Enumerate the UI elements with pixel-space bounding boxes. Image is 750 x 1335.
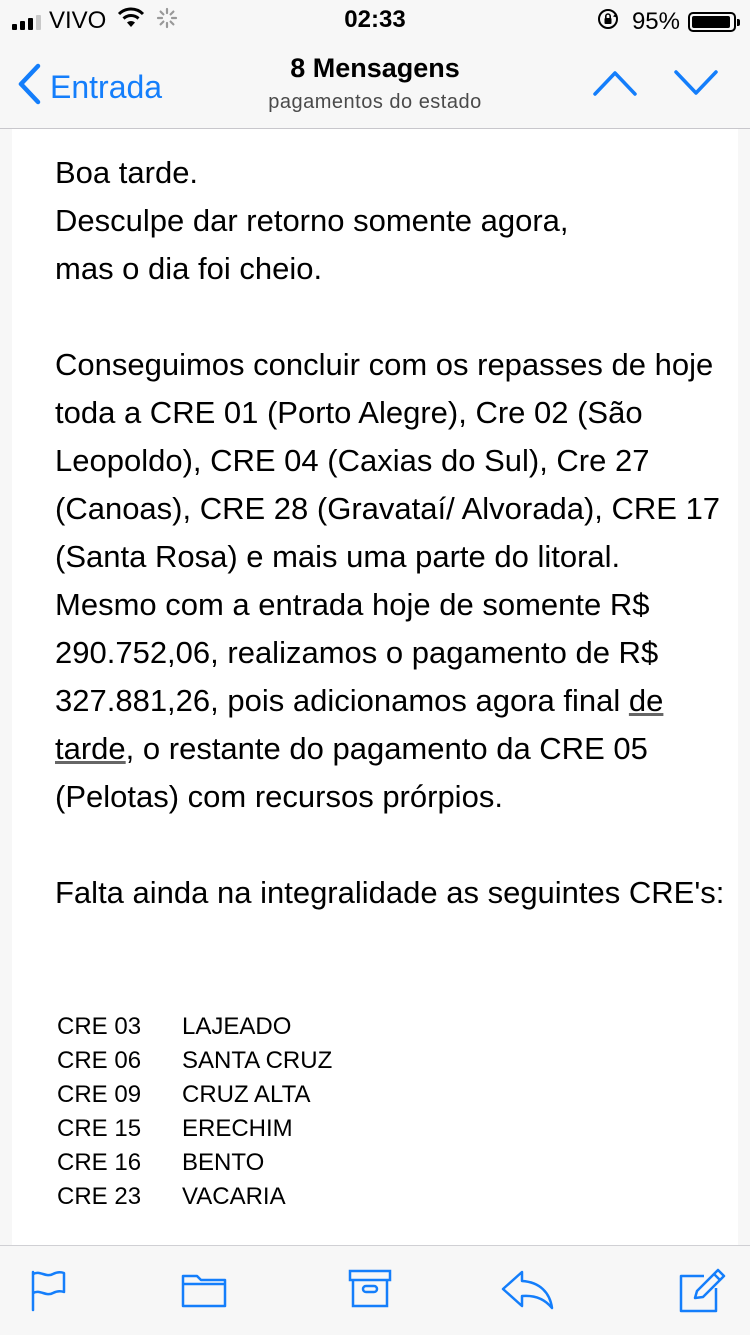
nav-bar — [0, 40, 750, 129]
message-body[interactable] — [12, 129, 738, 1245]
move-to-folder-button[interactable] — [181, 1268, 227, 1313]
cre-city: CRUZ ALTA — [182, 1081, 311, 1108]
chevron-down-icon — [673, 68, 719, 98]
message-text — [55, 149, 725, 917]
cre-code: CRE 09 — [57, 1081, 142, 1108]
page-title: 8 Mensagens — [290, 53, 460, 83]
status-bar — [0, 0, 750, 40]
folder-icon — [181, 1268, 227, 1308]
previous-message-button[interactable] — [592, 68, 638, 103]
list-item — [57, 1010, 332, 1044]
page-subtitle: pagamentos do estado — [268, 91, 482, 113]
cre-city: ERECHIM — [182, 1115, 293, 1142]
battery-percent: 95% — [631, 7, 680, 35]
underlined-text[interactable]: de tarde — [55, 683, 664, 766]
cre-list — [57, 1010, 332, 1214]
cre-code: CRE 15 — [57, 1115, 142, 1142]
status-time: 02:33 — [344, 6, 406, 33]
cre-code: CRE 16 — [57, 1149, 142, 1176]
greeting: Boa tarde. — [55, 155, 199, 190]
list-item — [57, 1180, 332, 1214]
back-label: Entrada — [50, 68, 163, 105]
battery-fill — [692, 16, 730, 28]
flag-button[interactable] — [28, 1268, 68, 1317]
list-item — [57, 1112, 332, 1146]
flag-icon — [28, 1268, 68, 1312]
chevron-up-icon — [592, 68, 638, 98]
paragraph-repasses — [55, 341, 725, 821]
intro-line-2: mas o dia foi cheio. — [55, 251, 323, 286]
paragraph-repasses-end: , o restante do pagamento da CRE 05 (Pelotas) com recursos prórpios. — [55, 731, 648, 814]
paragraph-pending: Falta ainda na integralidade as seguintes CRE's: — [55, 875, 725, 910]
list-item — [57, 1044, 332, 1078]
cre-code: CRE 03 — [57, 1013, 142, 1040]
cre-city: LAJEADO — [182, 1013, 292, 1040]
cre-city: BENTO — [182, 1149, 265, 1176]
rotation-lock-icon — [596, 7, 620, 36]
cre-city: VACARIA — [182, 1183, 286, 1210]
archive-button[interactable] — [348, 1268, 392, 1313]
compose-button[interactable] — [678, 1268, 726, 1319]
cre-code: CRE 23 — [57, 1183, 142, 1210]
compose-icon — [678, 1268, 726, 1314]
bottom-toolbar — [0, 1245, 750, 1335]
list-item — [57, 1146, 332, 1180]
status-right — [596, 7, 736, 36]
carrier-label: VIVO — [49, 6, 107, 34]
reply-button[interactable] — [500, 1268, 556, 1315]
cre-city: SANTA CRUZ — [182, 1047, 333, 1074]
archive-icon — [348, 1268, 392, 1308]
intro-line-1: Desculpe dar retorno somente agora, — [55, 203, 569, 238]
battery-icon — [688, 12, 736, 32]
next-message-button[interactable] — [673, 68, 719, 103]
reply-icon — [500, 1268, 556, 1310]
paragraph-repasses-text: Conseguimos concluir com os repasses de hoje toda a CRE 01 (Porto Alegre), Cre 02 (São Leopoldo), CRE 04 (Caxias do Sul), Cre 27 (Canoas), CRE 28 (Gravataí/ Alvorada), CRE 17 (Santa Rosa) e mais uma parte do litoral. Mesmo com a entrada hoje de somente R$ 290.752,06, realizamos o pagamento de R$ 327.881,26, pois adicionamos agora final — [55, 347, 721, 718]
cre-code: CRE 06 — [57, 1047, 142, 1074]
list-item — [57, 1078, 332, 1112]
